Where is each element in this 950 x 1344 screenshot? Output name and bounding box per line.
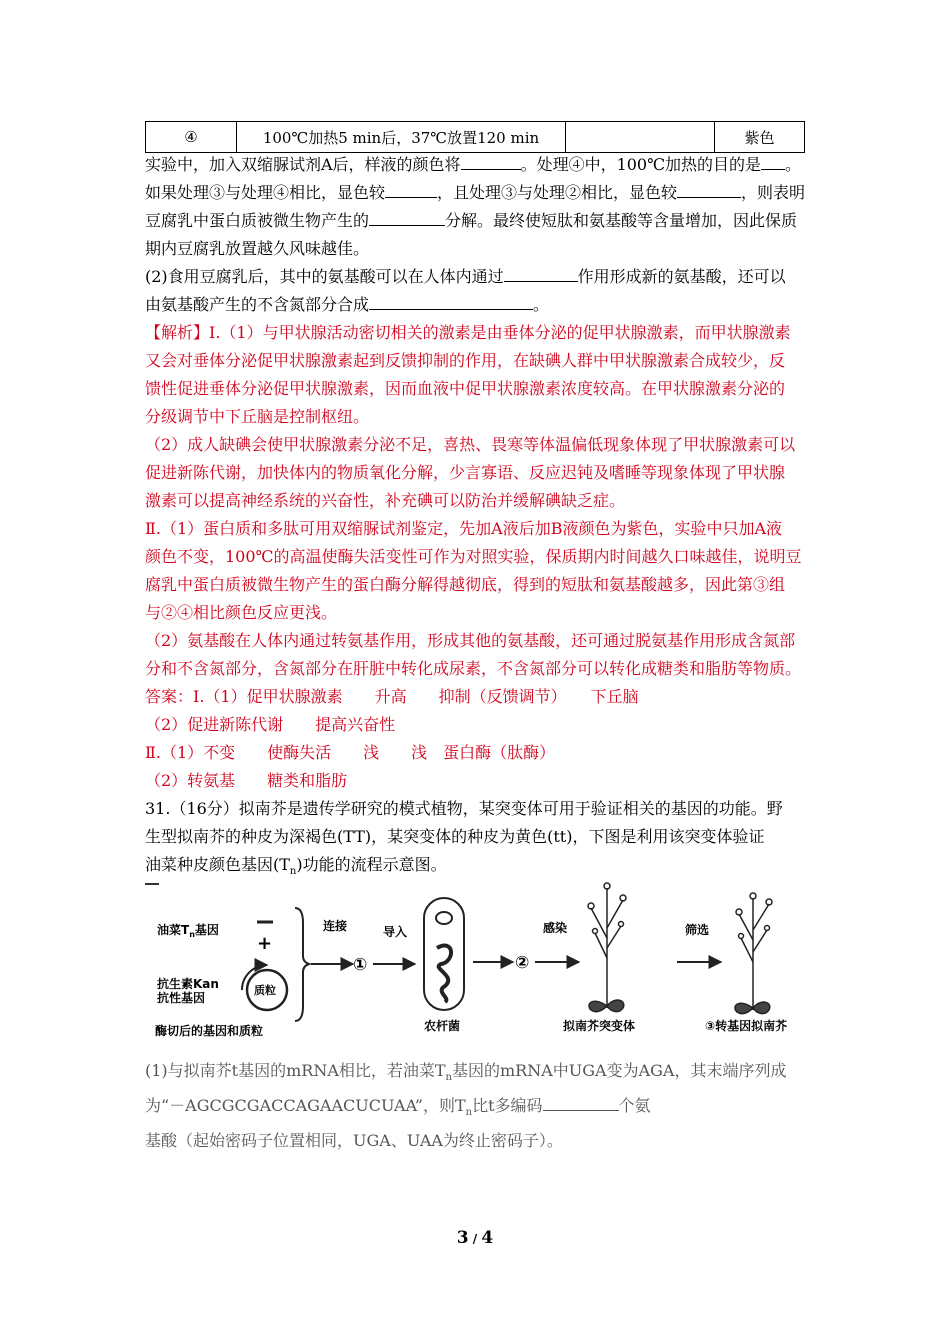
- analysis-line: 促进新陈代谢，加快体内的物质氧化分解，少言寡语、反应迟钝及嗜睡等现象体现了甲状腺: [145, 463, 786, 482]
- answer-blank[interactable]: [504, 263, 578, 282]
- analysis-line: 颜色不变，100℃的高温使酶失活变性可作为对照实验，保质期内时间越久口味越佳，说明豆: [145, 547, 802, 566]
- answer-blank[interactable]: [369, 291, 533, 310]
- answer-line: 答案：Ⅰ.（1）促甲状腺激素 升高 抑制（反馈调节） 下丘脑: [145, 687, 639, 706]
- import-label: 导入: [383, 925, 408, 939]
- analysis-line: （2）氨基酸在人体内通过转氨基作用，形成其他的氨基酸，还可通过脱氨基作用形成含氮部: [145, 631, 796, 650]
- brace: [295, 908, 309, 1021]
- answer-blank[interactable]: [543, 1092, 619, 1111]
- analysis-line: （2）成人缺碘会使甲状腺激素分泌不足，喜热、畏寒等体温偏低现象体现了甲状腺激素可以: [145, 435, 796, 454]
- transgenic-label: ③转基因拟南芥: [705, 1019, 788, 1033]
- step-2: ②: [515, 953, 530, 973]
- answer-blank[interactable]: [461, 151, 521, 170]
- kan-label-2: 抗性基因: [157, 991, 206, 1005]
- answer-line: Ⅱ.（1）不变 使酶失活 浅 浅 蛋白酶（肽酶）: [145, 743, 556, 762]
- table-row: [146, 122, 805, 153]
- plus-sign: +: [257, 933, 273, 954]
- cut-label: 酶切后的基因和质粒: [155, 1024, 264, 1038]
- analysis-line: 【解析】Ⅰ.（1）与甲状腺活动密切相关的激素是由垂体分泌的促甲状腺激素，而甲状腺激素: [145, 323, 791, 342]
- question-text: 实验中，加入双缩脲试剂A后，样液的颜色将 。处理④中，100℃加热的目的是 。 如果处理③与处理④相比，显色较 ，且处理③与处理②相比，显色较 ，则表明 豆腐乳中蛋白质被微生物产生的 分解。最终使短肽和氨基酸等含量增加，因此保质 期内豆腐乳放置越久风味越佳。 (2)食用豆腐乳后，其中的氨基酸可以在人体内通过 作用形成新的氨基酸，还可以 由氨基酸产生的不含氮部分合成 。: [145, 151, 810, 319]
- question-31-part-1: (1)与拟南芥t基因的mRNA相比，若油菜$T_n$基因的mRNA中UGA变为AGA，其末端序列成 为“－AGCGCGACCAGAACUCUAA”，则$T_n$比t多编码 个氨 基酸（起始密码子位置相同，UGA、UAA为终止密码子）。: [145, 1061, 787, 1151]
- analysis-line: 馈性促进垂体分泌促甲状腺激素，因而血液中促甲状腺激素浓度较高。在甲状腺激素分泌的: [145, 379, 786, 398]
- select-label: 筛选: [685, 923, 710, 937]
- answer-blank[interactable]: [385, 179, 437, 198]
- row-number: ④: [146, 122, 237, 153]
- answer-blank[interactable]: [369, 207, 445, 226]
- kan-label-1: 抗生素Kan: [157, 977, 219, 991]
- row-treatment: 100℃加热5 min后，37℃放置120 min: [237, 122, 566, 153]
- plant-icon: [588, 883, 626, 1012]
- page-number: 3 / 4: [456, 1228, 494, 1248]
- analysis-line: 分和不含氮部分，含氮部分在肝脏中转化成尿素，不含氮部分可以转化成糖类和脂肪等物质。: [145, 659, 802, 678]
- analysis-line: Ⅱ.（1）蛋白质和多肽可用双缩脲试剂鉴定，先加A液后加B液颜色为紫色，实验中只加A液: [145, 519, 783, 538]
- answer-blank[interactable]: [677, 179, 741, 198]
- gene-label: 油菜$T_n$基因: [157, 923, 219, 939]
- step-1: ①: [353, 955, 368, 975]
- flow-diagram: [145, 878, 810, 1043]
- plant-icon: [735, 893, 772, 1014]
- analysis-line: 腐乳中蛋白质被微生物产生的蛋白酶分解得越彻底，得到的短肽和氨基酸越多，因此第③组: [145, 575, 786, 594]
- experiment-table: [145, 121, 805, 153]
- analysis-section: [145, 319, 810, 795]
- answer-line: （2）转氨基 糖类和脂肪: [145, 771, 348, 790]
- row-color: 紫色: [715, 122, 805, 153]
- analysis-line: 分级调节中下丘脑是控制枢纽。: [145, 407, 370, 426]
- row-empty-cell: [566, 122, 715, 153]
- analysis-line: 激素可以提高神经系统的兴奋性，补充碘可以防治并缓解碘缺乏症。: [145, 491, 626, 510]
- analysis-line: 与②④相比颜色反应更浅。: [145, 603, 338, 622]
- analysis-line: 又会对垂体分泌促甲状腺激素起到反馈抑制的作用，在缺碘人群中甲状腺激素合成较少，反: [145, 351, 786, 370]
- answer-blank[interactable]: [761, 151, 785, 170]
- question-31: 31.（16分）拟南芥是遗传学研究的模式植物，某突变体可用于验证相关的基因的功能。野 生型拟南芥的种皮为深褐色(TT)，某突变体的种皮为黄色(tt)，下图是利用该突变体验证 油菜种皮颜色基因$(T_n)$功能的流程示意图。: [145, 799, 783, 878]
- answer-line: （2）促进新陈代谢 提高兴奋性: [145, 715, 396, 734]
- agro-label: 农杆菌: [424, 1019, 461, 1033]
- infect-label: 感染: [543, 921, 568, 935]
- mutant-label: 拟南芥突变体: [563, 1019, 636, 1033]
- connect-label: 连接: [323, 919, 348, 933]
- plasmid-label: 质粒: [254, 984, 276, 997]
